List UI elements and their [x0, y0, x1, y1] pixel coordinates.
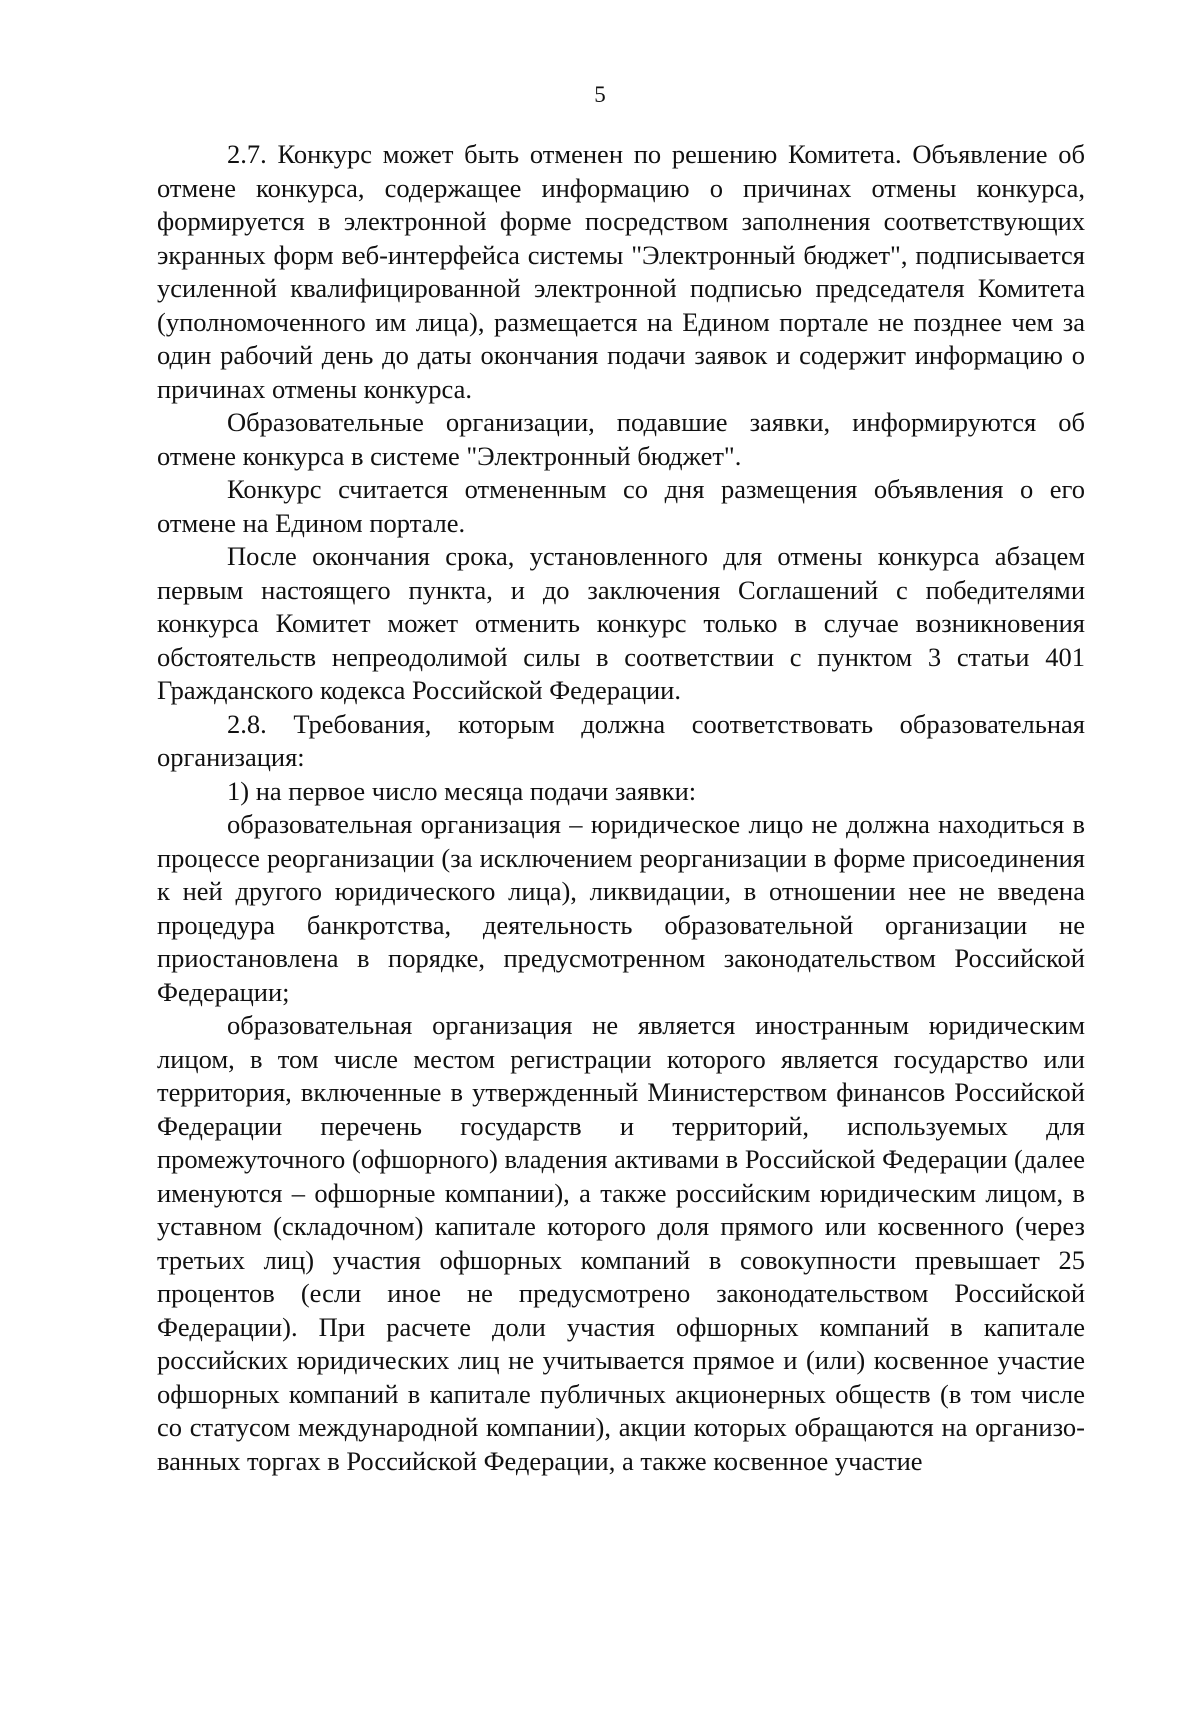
- paragraph-force-majeure: После окончания срока, установленного для отмены конкурса абзацем первым настоящего пункта, и до заключения Соглашений с победителями конкурса Комитет может отменить конкурс только в случае возникновения обстоятельств непреодолимой силы в соответствии с пунктом 3 статьи 401 Гражданского кодекса Российской Федерации.: [157, 541, 1085, 705]
- document-body: [157, 138, 1085, 1478]
- paragraph-offshore: образовательная организация не является иностранным юридическим лицом, в том числе местом регистрации которого является государство или территория, включенные в утвержденный Министерством финансов Российской Федерации перечень государств и территорий, используемых для промежуточного (офшорного) владения активами в Российской Федерации (далее именуются – офшорные компании), а также российским юридическим лицом, в уставном (складочном) капитале которого доля прямого или косвенного (через третьих лиц) участия офшорных компаний в совокупности превышает 25 процентов (если иное не предусмотрено законодательством Российской Федерации). При расчете доли участия офшорных компаний в капитале российских юридических лиц не учитывается прямое и (или) косвенное участие офшорных компаний в капитале публичных акционерных обществ (в том числе со статусом международной компании), акции которых обращаются на организованных торгах в Российской Федерации, а также косвенное участие: [157, 1010, 1085, 1476]
- paragraph-2-7: 2.7. Конкурс может быть отменен по решению Комитета. Объявление об отмене конкурса, содержащее информацию о причинах отмены конкурса, формируется в электронной форме посредством заполнения соответствующих экранных форм веб-интерфейса системы "Электронный бюджет", подписывается усиленной квалифицированной электронной подписью председателя Комитета (уполномоченного им лица), размещается на Едином портале не позднее чем за один рабочий день до даты окончания подачи заявок и содержит информацию о причинах отмены конкурса.: [157, 139, 1085, 404]
- paragraph-reorganization: образовательная организация – юридическое лицо не должна находиться в процессе реорганизации (за исключением реорганизации в форме присоединения к ней другого юридического лица), ликвидации, в отношении нее не введена процедура банкротства, деятельность образовательной организации не приостановлена в порядке, предусмотренном законодательством Российской Федерации;: [157, 809, 1085, 1007]
- paragraph-notification: Образовательные организации, подавшие заявки, информируются об отмене конкурса в системе "Электронный бюджет".: [157, 407, 1085, 471]
- paragraph-2-8: 2.8. Требования, которым должна соответствовать образовательная организация:: [157, 708, 1085, 772]
- paragraph-cancellation-date: Конкурс считается отмененным со дня размещения объявления о его отмене на Едином портале.: [157, 474, 1085, 538]
- paragraph-item-1: 1) на первое число месяца подачи заявки:: [227, 775, 697, 806]
- page-number: 5: [594, 82, 606, 107]
